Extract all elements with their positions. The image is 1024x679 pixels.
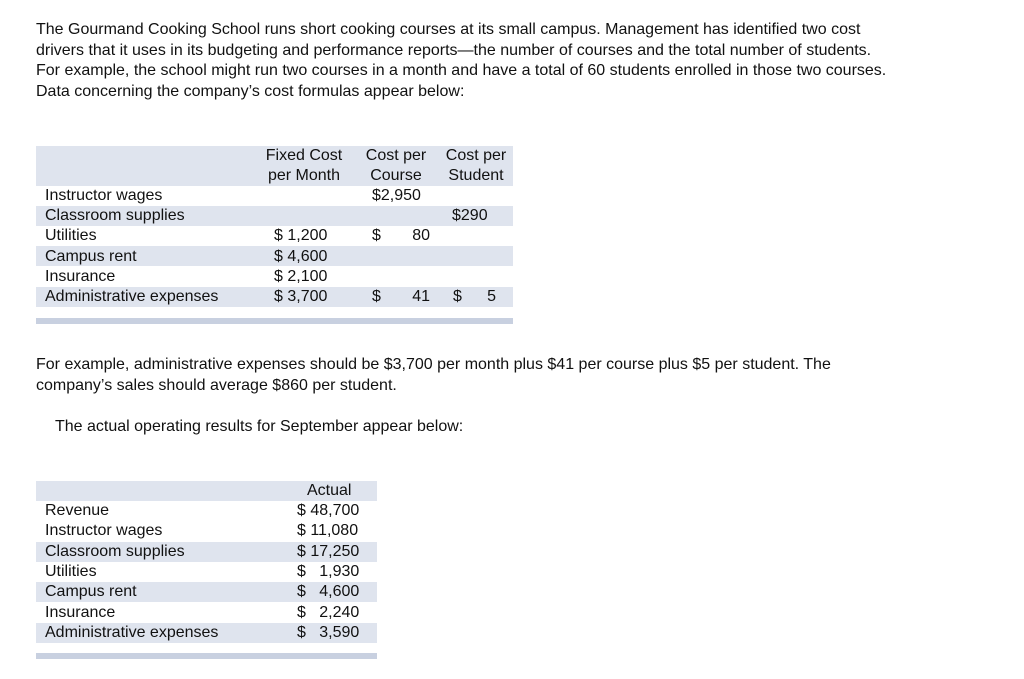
student-value: 5 [487,288,496,305]
row-label: Insurance [45,268,116,285]
row-label: Administrative expenses [45,624,219,641]
row-label: Administrative expenses [45,288,219,305]
row-label: Classroom supplies [45,207,185,224]
actual-value: $ 48,700 [297,502,360,519]
header-fixed-line2: per Month [267,167,341,184]
header-student-line1: Cost per [445,147,507,164]
actual-value: $ 17,250 [297,543,360,560]
fixed-value: $ 2,100 [274,268,328,285]
header-actual: Actual [307,482,352,499]
row-label: Classroom supplies [45,543,185,560]
actual-intro: The actual operating results for September appear below: [55,418,464,435]
course-currency: $ [372,288,381,305]
actual-value: $ 4,600 [297,583,360,600]
course-value: 80 [412,227,430,244]
row-label: Campus rent [45,248,137,265]
row-label: Utilities [45,227,97,244]
example-paragraph: For example, administrative expenses should be $3,700 per month plus $41 per course plus $5 per student. The company’s sales should average $860 per student. [36,356,831,394]
actual-value: $ 3,590 [297,624,360,641]
row-label: Instructor wages [45,522,163,539]
actual-value: $ 1,930 [297,563,360,580]
row-label: Utilities [45,563,97,580]
row-label: Campus rent [45,583,137,600]
header-course-line1: Cost per [365,147,427,164]
actual-value: $ 2,240 [297,604,360,621]
row-label: Instructor wages [45,187,163,204]
row-label: Revenue [45,502,110,519]
fixed-value: $ 1,200 [274,227,328,244]
header-student-line2: Student [448,167,504,184]
row-label: Insurance [45,604,116,621]
intro-paragraph: The Gourmand Cooking School runs short cooking courses at its small campus. Management has identified two cost drivers that it uses in its budgeting and performance reports—the number of courses and the total number of students. For example, the school might run two courses in a month and have a total of 60 students enrolled in those two courses. Data concerning the company’s cost formulas appear below: [36,21,887,100]
course-value: $2,950 [372,187,421,204]
student-value: $290 [452,207,488,224]
fixed-value: $ 4,600 [274,248,328,265]
student-currency: $ [453,288,462,305]
header-course-line2: Course [370,167,422,184]
table-footer-rule [36,318,513,324]
table-footer-rule [36,653,377,659]
course-value: 41 [412,288,430,305]
course-currency: $ [372,227,381,244]
header-fixed-line1: Fixed Cost [265,147,343,164]
fixed-value: $ 3,700 [274,288,328,305]
actual-value: $ 11,080 [297,522,359,539]
